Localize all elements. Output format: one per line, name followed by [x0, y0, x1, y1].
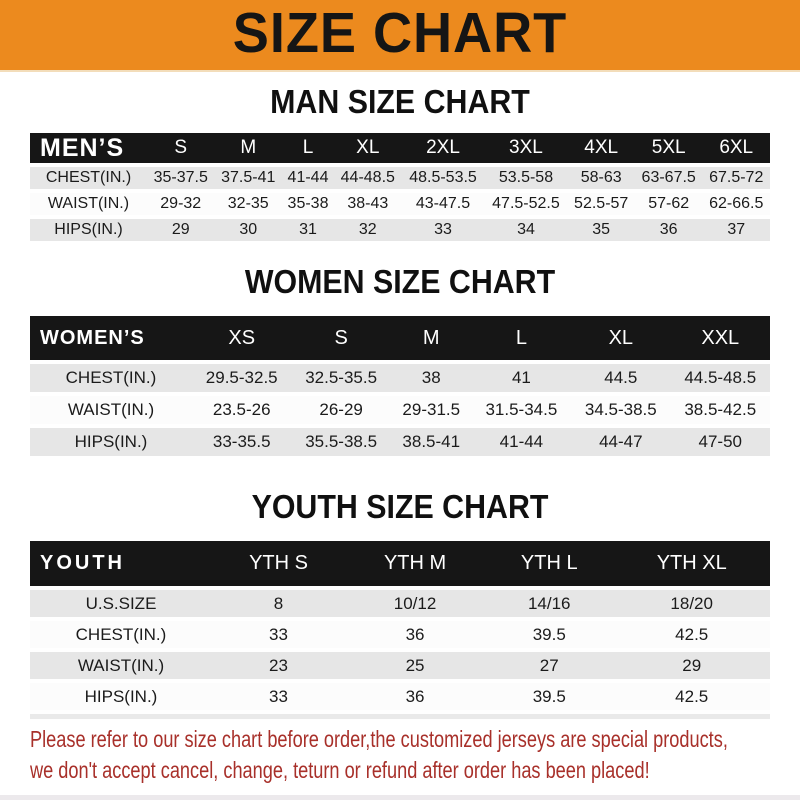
size-value-cell: 25 [405, 655, 425, 675]
size-value-cell: 30 [239, 221, 258, 238]
column-header: XS [192, 316, 291, 360]
size-value-cell: 35-37.5 [153, 169, 208, 186]
size-table-header-row [30, 541, 770, 586]
row-label: CHEST(IN.) [65, 368, 157, 387]
section-title: WOMEN SIZE CHART [244, 263, 556, 300]
size-value-cell: 48.5-53.5 [409, 169, 477, 186]
size-value-cell: 27 [539, 655, 559, 675]
size-value-cell: 44-47 [599, 432, 643, 451]
table-corner-label: WOMEN’S [30, 316, 192, 360]
size-value-cell: 44.5 [604, 368, 638, 387]
size-value-cell: 35-38 [287, 195, 329, 212]
column-header: YTH XL [613, 541, 770, 586]
size-value-cell: 38 [421, 368, 441, 387]
size-table [30, 312, 770, 460]
size-value-cell: 29-31.5 [402, 400, 461, 419]
size-value-cell: 57-62 [648, 195, 690, 212]
size-value-cell: 36 [659, 221, 678, 238]
column-header: L [472, 316, 571, 360]
size-value-cell: 33 [269, 686, 288, 706]
table-row [30, 621, 770, 648]
column-header: M [391, 316, 472, 360]
footer-line-2: we don't accept cancel, change, teturn or refund after order has been placed! [30, 757, 650, 783]
size-value-cell: 33 [269, 624, 288, 644]
column-header: 3XL [484, 133, 567, 163]
table-row [30, 590, 770, 617]
size-value-cell: 37.5-41 [221, 169, 276, 186]
table-corner-label: YOUTH [30, 541, 212, 586]
size-value-cell: 29 [171, 221, 190, 238]
size-table-header-row [30, 133, 770, 163]
size-value-cell: 43-47.5 [415, 195, 471, 212]
column-header: L [282, 133, 334, 163]
table-row [30, 683, 770, 710]
size-value-cell: 31.5-34.5 [485, 400, 558, 419]
size-value-cell: 33-35.5 [212, 432, 271, 451]
section-title: MAN SIZE CHART [270, 83, 530, 120]
row-label: CHEST(IN.) [45, 169, 132, 186]
column-header: XXL [671, 316, 770, 360]
size-value-cell: 62-66.5 [709, 195, 764, 212]
size-value-cell: 32 [358, 221, 377, 238]
size-value-cell: 42.5 [675, 686, 709, 706]
size-value-cell: 32.5-35.5 [305, 368, 378, 387]
table-row [30, 396, 770, 424]
banner [0, 0, 800, 72]
section-title: YOUTH SIZE CHART [251, 488, 549, 525]
size-value-cell: 18/20 [670, 593, 713, 613]
size-value-cell: 36 [405, 686, 425, 706]
column-header: 4XL [567, 133, 635, 163]
size-value-cell: 35.5-38.5 [305, 432, 378, 451]
column-header: XL [334, 133, 402, 163]
size-value-cell: 41 [511, 368, 531, 387]
size-value-cell: 58-63 [580, 169, 622, 186]
column-header: 6XL [702, 133, 770, 163]
size-table-header-row [30, 316, 770, 360]
table-row [30, 219, 770, 241]
footer-note [30, 724, 800, 786]
size-value-cell: 39.5 [532, 686, 566, 706]
size-value-cell: 53.5-58 [498, 169, 554, 186]
row-label: HIPS(IN.) [84, 686, 158, 706]
size-value-cell: 44-48.5 [340, 169, 395, 186]
size-value-cell: 8 [273, 593, 284, 613]
row-label: WAIST(IN.) [47, 195, 130, 212]
size-value-cell: 38-43 [347, 195, 389, 212]
size-value-cell: 33 [434, 221, 452, 238]
row-label: U.S.SIZE [85, 593, 157, 613]
size-value-cell: 23 [269, 655, 288, 675]
size-section [0, 82, 800, 245]
column-header: 2XL [402, 133, 485, 163]
bottom-strip [0, 795, 800, 800]
row-label: WAIST(IN.) [67, 400, 155, 419]
size-table [30, 129, 770, 245]
size-value-cell: 47.5-52.5 [492, 195, 560, 212]
column-header: S [147, 133, 215, 163]
column-header: YTH M [345, 541, 485, 586]
size-value-cell: 67.5-72 [709, 169, 764, 186]
size-value-cell: 42.5 [675, 624, 709, 644]
size-value-cell: 23.5-26 [212, 400, 271, 419]
size-value-cell: 29.5-32.5 [205, 368, 278, 387]
size-value-cell: 34.5-38.5 [584, 400, 657, 419]
size-value-cell: 29-32 [160, 195, 202, 212]
size-table [30, 537, 770, 719]
size-value-cell: 10/12 [393, 593, 437, 613]
column-header: XL [571, 316, 670, 360]
size-value-cell: 14/16 [527, 593, 571, 613]
page-title: SIZE CHART [232, 1, 568, 65]
table-row [30, 193, 770, 215]
size-value-cell: 63-67.5 [641, 169, 696, 186]
column-header: YTH L [485, 541, 613, 586]
column-header: M [215, 133, 283, 163]
size-value-cell: 52.5-57 [574, 195, 629, 212]
footer-line-1: Please refer to our size chart before order,the customized jerseys are special products, [30, 726, 728, 752]
size-value-cell: 39.5 [532, 624, 566, 644]
table-row [30, 428, 770, 456]
table-row [30, 364, 770, 392]
size-value-cell: 35 [592, 221, 611, 238]
size-value-cell: 41-44 [287, 169, 329, 186]
size-value-cell: 31 [299, 221, 317, 238]
size-value-cell: 32-35 [227, 195, 269, 212]
row-label: HIPS(IN.) [54, 221, 123, 238]
table-row [30, 652, 770, 679]
size-value-cell: 41-44 [499, 432, 544, 451]
table-corner-label: MEN’S [30, 133, 147, 163]
size-value-cell: 29 [682, 655, 702, 675]
row-label: WAIST(IN.) [77, 655, 165, 675]
row-label: CHEST(IN.) [75, 624, 167, 644]
size-value-cell: 47-50 [698, 432, 742, 451]
column-header: S [291, 316, 390, 360]
size-value-cell: 37 [727, 221, 746, 238]
size-value-cell: 36 [405, 624, 425, 644]
size-value-cell: 38.5-42.5 [684, 400, 757, 419]
size-section [0, 487, 800, 719]
row-label: HIPS(IN.) [74, 432, 148, 451]
column-header: YTH S [212, 541, 345, 586]
size-section [0, 262, 800, 460]
size-value-cell: 34 [517, 221, 535, 238]
table-row [30, 167, 770, 189]
size-value-cell: 26-29 [319, 400, 363, 419]
size-value-cell: 38.5-41 [402, 432, 461, 451]
size-value-cell: 44.5-48.5 [684, 368, 757, 387]
column-header: 5XL [635, 133, 703, 163]
